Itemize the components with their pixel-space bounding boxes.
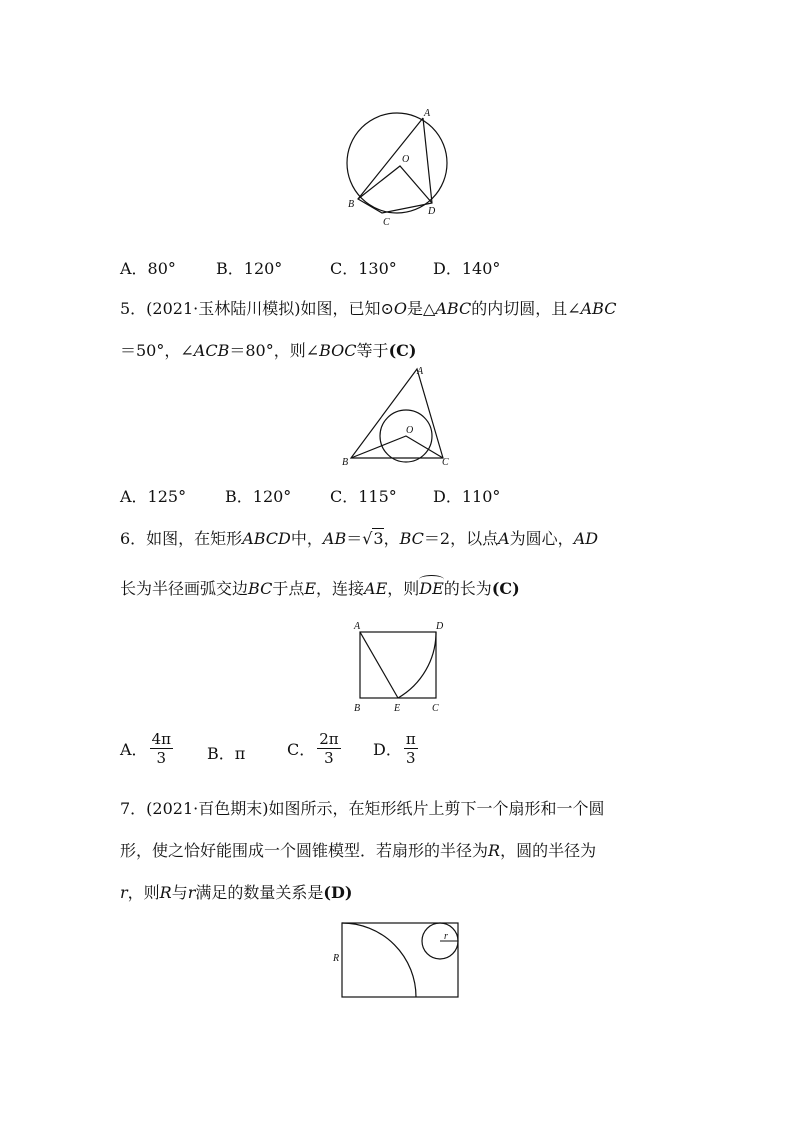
q7-text: 形，使之恰好能围成一个圆锥模型．若扇形的半径为: [120, 841, 489, 860]
q6-option-letter: C．: [287, 740, 316, 759]
q5-line-2: [120, 338, 416, 361]
q7-label-R: R: [333, 953, 340, 964]
fraction-denominator: 3: [156, 749, 167, 767]
q5-triangle: [351, 369, 443, 458]
q7-line-1: 7．(2021·百色期末)如图所示，在矩形纸片上剪下一个扇形和一个圆: [120, 799, 605, 818]
q4-figure: [335, 100, 460, 230]
q6-figure: [348, 618, 448, 716]
q5-figure: [335, 362, 460, 470]
q4-option-b: B．120°: [216, 259, 283, 278]
arc-symbol: [419, 575, 444, 584]
q5-line-1: [120, 296, 616, 319]
q6-option-d: [373, 730, 420, 767]
q7-var: r: [120, 883, 128, 902]
q6-label-E: E: [394, 703, 401, 714]
q4-option-d: D．140°: [433, 259, 501, 278]
q5-var: ABC: [580, 299, 617, 318]
q7-sector-arc: [342, 923, 416, 997]
q6-segment-ae: [360, 632, 398, 698]
q6-option-letter: B．π: [207, 744, 246, 763]
q6-label-A: A: [354, 621, 361, 632]
q5-var: O: [393, 299, 408, 318]
q6-var: BC: [399, 529, 424, 548]
q7-text: ，圆的半径为: [500, 841, 597, 860]
q6-text: 于点: [272, 579, 305, 598]
q6-answer: (C): [491, 579, 520, 598]
q5-text: 5．(2021·玉林陆川模拟)如图，已知⊙: [120, 299, 394, 318]
q5-option-c: C．115°: [330, 487, 397, 506]
q6-text: 长为半径画弧交边: [120, 579, 249, 598]
q4-chords: [358, 118, 432, 213]
q6-text: 6．如图，在矩形: [120, 529, 243, 548]
q6-var: A: [498, 529, 510, 548]
q5-option-a: A．125°: [120, 487, 187, 506]
q4-label-B: B: [348, 199, 355, 210]
q6-option-letter: A．: [120, 740, 148, 759]
q6-text: ，连接: [316, 579, 365, 598]
q6-line-2: [120, 576, 520, 599]
q6-var: BC: [248, 579, 273, 598]
q6-option-b: [207, 741, 245, 764]
q6-line-1: [120, 526, 598, 549]
q6-text: 的长为: [443, 579, 492, 598]
q7-line-2: [120, 838, 596, 861]
q5-option-d: D．110°: [433, 487, 501, 506]
q6-sqrt-value: 3: [373, 529, 384, 548]
q5-text: ＝50°，∠: [120, 341, 194, 360]
q7-label-r: r: [444, 931, 448, 942]
fraction-numerator: π: [405, 730, 416, 748]
q5-text: ＝80°，则∠: [229, 341, 320, 360]
q6-var: AB: [322, 529, 347, 548]
q5-var: △ABC: [423, 299, 472, 318]
q5-label-C: C: [442, 457, 449, 468]
q5-label-B: B: [342, 457, 349, 468]
q6-arc: [398, 632, 436, 698]
q5-answer: (C): [388, 341, 417, 360]
fraction: [404, 730, 418, 767]
q6-option-a: [120, 730, 175, 767]
q6-arc-de-text: DE: [419, 579, 444, 598]
q6-rectangle: [360, 632, 436, 698]
q7-answer: (D): [323, 883, 353, 902]
q5-label-O: O: [406, 425, 414, 436]
q6-var: AD: [573, 529, 599, 548]
q7-var: R: [159, 883, 172, 902]
q7-var: R: [488, 841, 501, 860]
q6-text: ＝2，以点: [423, 529, 499, 548]
fraction: [150, 730, 173, 767]
q7-text: 满足的数量关系是: [195, 883, 324, 902]
q6-label-B: B: [354, 703, 361, 714]
q5-text: 的内切圆，且∠: [471, 299, 581, 318]
fraction-numerator: 4π: [151, 730, 171, 748]
q6-text: ＝: [346, 529, 363, 548]
q6-arc-de: [419, 579, 444, 598]
q7-figure: [328, 918, 468, 1002]
q5-text: 等于: [356, 341, 389, 360]
q5-option-b: B．120°: [225, 487, 292, 506]
q6-var: AE: [364, 579, 388, 598]
q7-line-3: [120, 880, 352, 903]
fraction-denominator: 3: [324, 749, 334, 767]
q6-text: ，: [383, 529, 400, 548]
q5-var: ACB: [193, 341, 230, 360]
q5-var: BOC: [319, 341, 357, 360]
q7-rectangle: [342, 923, 458, 997]
fraction-denominator: 3: [406, 749, 416, 767]
q6-var: ABCD: [242, 529, 291, 548]
fraction: [317, 730, 340, 767]
q4-label-O: O: [402, 154, 410, 165]
sqrt-symbol: √: [362, 529, 373, 548]
q6-option-c: [287, 730, 343, 767]
q5-label-A: A: [417, 366, 424, 377]
q7-text: 与: [171, 883, 188, 902]
q6-var: E: [304, 579, 317, 598]
q4-option-c: C．130°: [330, 259, 397, 278]
fraction-numerator: 2π: [319, 730, 339, 748]
q7-var: r: [187, 883, 196, 902]
q7-text: ，则: [127, 883, 160, 902]
q6-text: 为圆心，: [509, 529, 574, 548]
q4-option-a: A．80°: [120, 259, 176, 278]
q4-label-A: A: [424, 108, 431, 119]
q6-label-D: D: [436, 621, 444, 632]
q6-option-letter: D．: [373, 740, 402, 759]
q6-label-C: C: [432, 703, 439, 714]
q6-text: 中，: [290, 529, 323, 548]
q6-text: ，则: [387, 579, 420, 598]
q5-text: 是: [407, 299, 424, 318]
q4-label-C: C: [383, 217, 390, 228]
q4-label-D: D: [428, 206, 436, 217]
